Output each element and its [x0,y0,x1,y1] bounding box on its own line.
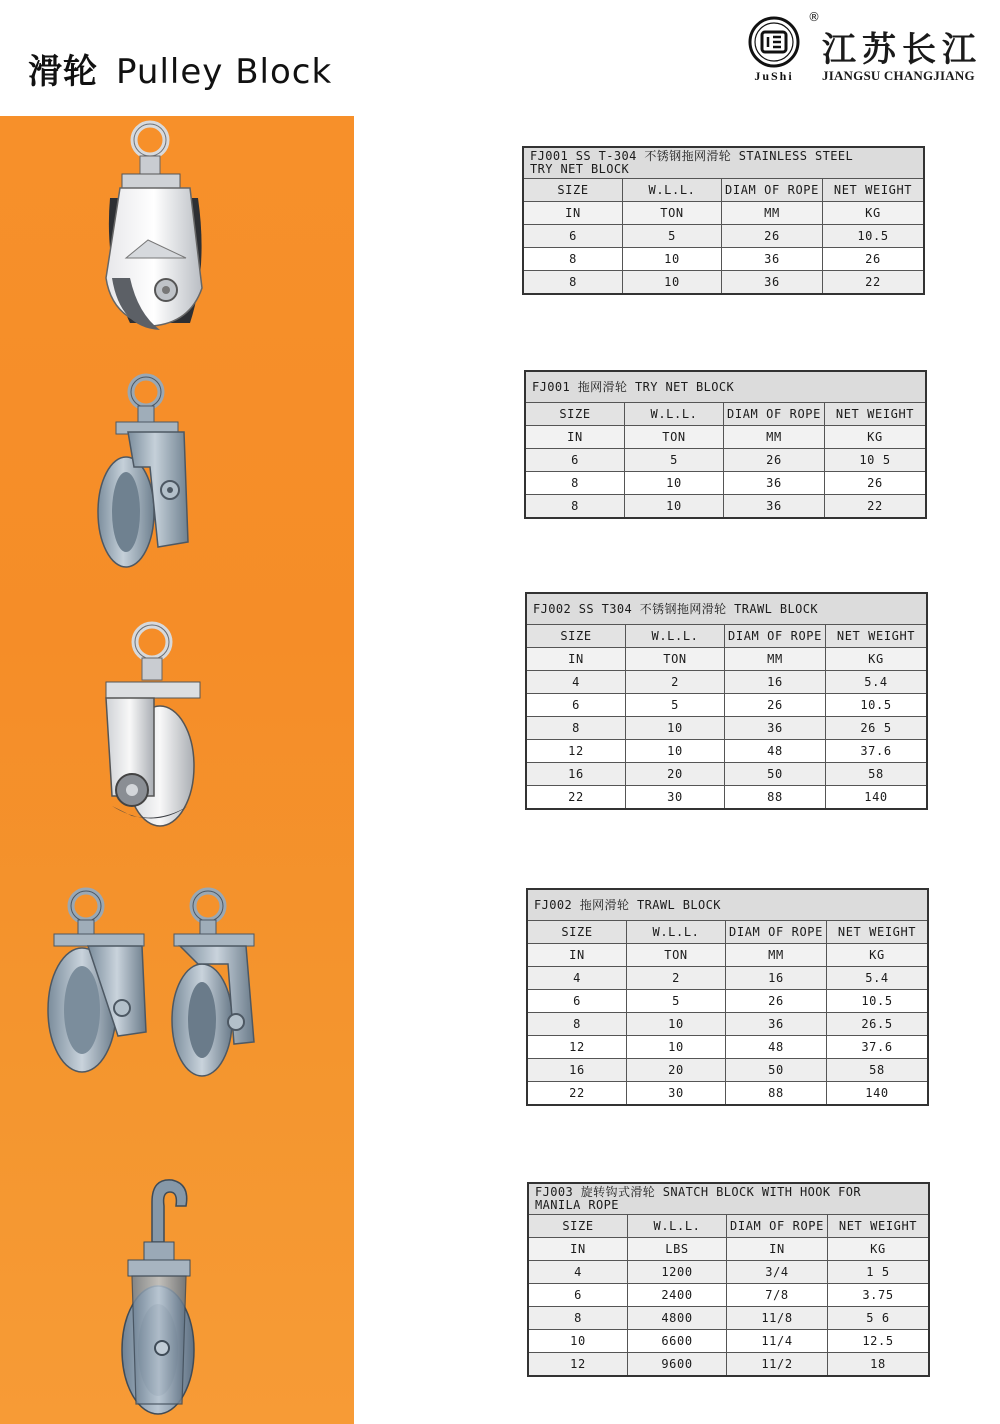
table-cell: 26 [726,990,827,1013]
table-cell: 48 [725,740,826,763]
table-cell: 140 [827,1082,929,1106]
table-row [525,495,926,519]
table-cell: 36 [722,248,823,271]
table-cell: 1200 [628,1261,727,1284]
table-cell: 140 [826,786,928,810]
unit-cell: IN [528,1238,628,1261]
table-cell: 8 [525,495,625,519]
table-cell: 10.5 [823,225,925,248]
table-cell: 10.5 [827,990,929,1013]
try-net-block-image [88,372,214,572]
table-cell: 22 [823,271,925,295]
header-wll: W.L.L. [627,921,726,944]
table-cell: 36 [724,472,825,495]
header-rope: DIAM OF ROPE [722,179,823,202]
table-cell: 8 [525,472,625,495]
table-cell: 10 [625,495,724,519]
table-cell: 5 [627,990,726,1013]
table-cell: 11/2 [727,1353,828,1377]
table-row [525,472,926,495]
table-cell: 30 [626,786,725,810]
table-row [525,449,926,472]
table-row [527,990,928,1013]
page-title [28,44,332,93]
table-cell: 37.6 [827,1036,929,1059]
table-cell: 10 [626,717,725,740]
table-cell: 3/4 [727,1261,828,1284]
header-rope: DIAM OF ROPE [726,921,827,944]
table-cell: 8 [527,1013,627,1036]
table-row [528,1284,929,1307]
table-row [527,1059,928,1082]
table-cell: 10 [528,1330,628,1353]
spec-table-block-4 [526,888,929,1106]
spec-table [527,1182,930,1377]
table-row [526,786,927,810]
brand-logo-text: JuShi [754,69,794,83]
table-cell: 12.5 [828,1330,930,1353]
table-cell: 10 [623,248,722,271]
unit-cell: LBS [628,1238,727,1261]
unit-cell: IN [525,426,625,449]
header-weight: NET WEIGHT [823,179,925,202]
table-cell: 16 [526,763,626,786]
table-row [527,1013,928,1036]
brand-header [742,8,992,88]
table-cell: 6 [528,1284,628,1307]
table-cell: 20 [626,763,725,786]
table-cell: 12 [527,1036,627,1059]
table-row [527,1082,928,1106]
table-row [523,225,924,248]
table-cell: 4 [528,1261,628,1284]
table-row [523,271,924,295]
table-cell: 8 [523,248,623,271]
unit-cell: TON [626,648,725,671]
table-cell: 36 [724,495,825,519]
table-cell: 10 [627,1036,726,1059]
table-cell: 88 [726,1082,827,1106]
table-cell: 26 [724,449,825,472]
brand-name-cn: 江苏长江 [822,30,982,70]
unit-cell: KG [827,944,929,967]
snatch-block-hook-image [106,1172,206,1422]
header-weight: NET WEIGHT [826,625,928,648]
table-cell: 10 5 [825,449,927,472]
table-cell: 12 [528,1353,628,1377]
table-cell: 5.4 [827,967,929,990]
table-cell: 30 [627,1082,726,1106]
table-cell: 5.4 [826,671,928,694]
header-rope: DIAM OF ROPE [727,1215,828,1238]
table-cell: 36 [726,1013,827,1036]
header-weight: NET WEIGHT [828,1215,930,1238]
table-cell: 8 [523,271,623,295]
table-cell: 10.5 [826,694,928,717]
table-cell: 12 [526,740,626,763]
unit-row [525,426,926,449]
table-row [527,967,928,990]
header-wll: W.L.L. [628,1215,727,1238]
spec-table-block-2 [524,370,927,519]
table-row [526,763,927,786]
unit-cell: MM [724,426,825,449]
header-weight: NET WEIGHT [827,921,929,944]
table-row [523,248,924,271]
unit-cell: KG [826,648,928,671]
table-cell: 6 [527,990,627,1013]
table-cell: 22 [526,786,626,810]
spec-table-block-5 [527,1182,930,1377]
page-title-en: Pulley Block [116,52,333,92]
spec-table [522,146,925,295]
brand-name-en: JIANGSU CHANGJIANG [822,68,975,83]
table-row [526,694,927,717]
table-row [528,1330,929,1353]
table-cell: 37.6 [826,740,928,763]
spec-table-block-3 [525,592,928,810]
table-caption: FJ001 SS T-304 不锈钢拖网滑轮 STAINLESS STEEL TRY NET BLOCK [523,147,924,179]
table-row [526,740,927,763]
unit-row [523,202,924,225]
table-row [526,671,927,694]
table-cell: 8 [528,1307,628,1330]
table-cell: 18 [828,1353,930,1377]
table-cell: 22 [825,495,927,519]
table-cell: 58 [827,1059,929,1082]
unit-cell: IN [527,944,627,967]
registered-mark: ® [808,10,820,24]
table-cell: 26 [825,472,927,495]
table-cell: 22 [527,1082,627,1106]
table-cell: 4 [527,967,627,990]
table-cell: 6 [525,449,625,472]
table-row [528,1261,929,1284]
table-cell: 4 [526,671,626,694]
table-cell: 11/8 [727,1307,828,1330]
table-caption: FJ002 拖网滑轮 TRAWL BLOCK [527,889,928,921]
table-cell: 4800 [628,1307,727,1330]
table-cell: 6 [523,225,623,248]
table-cell: 26 [725,694,826,717]
table-cell: 10 [625,472,724,495]
brand-logo-icon [742,12,806,84]
spec-table [525,592,928,810]
table-cell: 50 [726,1059,827,1082]
table-cell: 10 [627,1013,726,1036]
table-cell: 9600 [628,1353,727,1377]
spec-table-block-1 [522,146,925,295]
unit-cell: KG [828,1238,930,1261]
table-cell: 2 [627,967,726,990]
spec-table [524,370,927,519]
table-caption: FJ001 拖网滑轮 TRY NET BLOCK [525,371,926,403]
table-cell: 3.75 [828,1284,930,1307]
page-title-cn: 滑轮 [28,52,98,92]
unit-cell: MM [722,202,823,225]
table-cell: 11/4 [727,1330,828,1353]
table-cell: 48 [726,1036,827,1059]
table-cell: 26 5 [826,717,928,740]
stainless-try-net-block-image [90,118,220,338]
table-cell: 5 6 [828,1307,930,1330]
table-cell: 26 [823,248,925,271]
unit-cell: MM [726,944,827,967]
table-cell: 16 [725,671,826,694]
unit-cell: TON [627,944,726,967]
trawl-block-image-right [150,882,270,1082]
unit-cell: IN [526,648,626,671]
table-cell: 50 [725,763,826,786]
table-cell: 8 [526,717,626,740]
unit-cell: KG [823,202,925,225]
header-rope: DIAM OF ROPE [725,625,826,648]
header-weight: NET WEIGHT [825,403,927,426]
table-row [528,1353,929,1377]
table-cell: 6 [526,694,626,717]
header-wll: W.L.L. [623,179,722,202]
table-cell: 26 [722,225,823,248]
header-size: SIZE [525,403,625,426]
unit-cell: MM [725,648,826,671]
table-cell: 2400 [628,1284,727,1307]
stainless-trawl-block-image [92,616,212,836]
spec-table [526,888,929,1106]
table-cell: 16 [726,967,827,990]
unit-cell: IN [523,202,623,225]
table-row [526,717,927,740]
table-row [527,1036,928,1059]
table-cell: 10 [623,271,722,295]
header-size: SIZE [527,921,627,944]
table-cell: 1 5 [828,1261,930,1284]
table-cell: 20 [627,1059,726,1082]
header-wll: W.L.L. [626,625,725,648]
table-cell: 88 [725,786,826,810]
header-size: SIZE [526,625,626,648]
header-size: SIZE [528,1215,628,1238]
table-cell: 5 [625,449,724,472]
unit-row [528,1238,929,1261]
table-row [528,1307,929,1330]
unit-cell: IN [727,1238,828,1261]
unit-row [526,648,927,671]
unit-row [527,944,928,967]
table-cell: 6600 [628,1330,727,1353]
header-wll: W.L.L. [625,403,724,426]
table-cell: 7/8 [727,1284,828,1307]
table-cell: 2 [626,671,725,694]
unit-cell: KG [825,426,927,449]
table-cell: 5 [623,225,722,248]
table-cell: 36 [725,717,826,740]
table-cell: 5 [626,694,725,717]
table-caption: FJ002 SS T304 不锈钢拖网滑轮 TRAWL BLOCK [526,593,927,625]
table-cell: 58 [826,763,928,786]
product-image-panel [0,116,354,1424]
unit-cell: TON [625,426,724,449]
table-cell: 36 [722,271,823,295]
unit-cell: TON [623,202,722,225]
table-caption: FJ003 旋转钩式滑轮 SNATCH BLOCK WITH HOOK FOR MANILA ROPE [528,1183,929,1215]
table-cell: 16 [527,1059,627,1082]
header-size: SIZE [523,179,623,202]
header-rope: DIAM OF ROPE [724,403,825,426]
table-cell: 10 [626,740,725,763]
table-cell: 26.5 [827,1013,929,1036]
trawl-block-image-left [38,882,158,1082]
